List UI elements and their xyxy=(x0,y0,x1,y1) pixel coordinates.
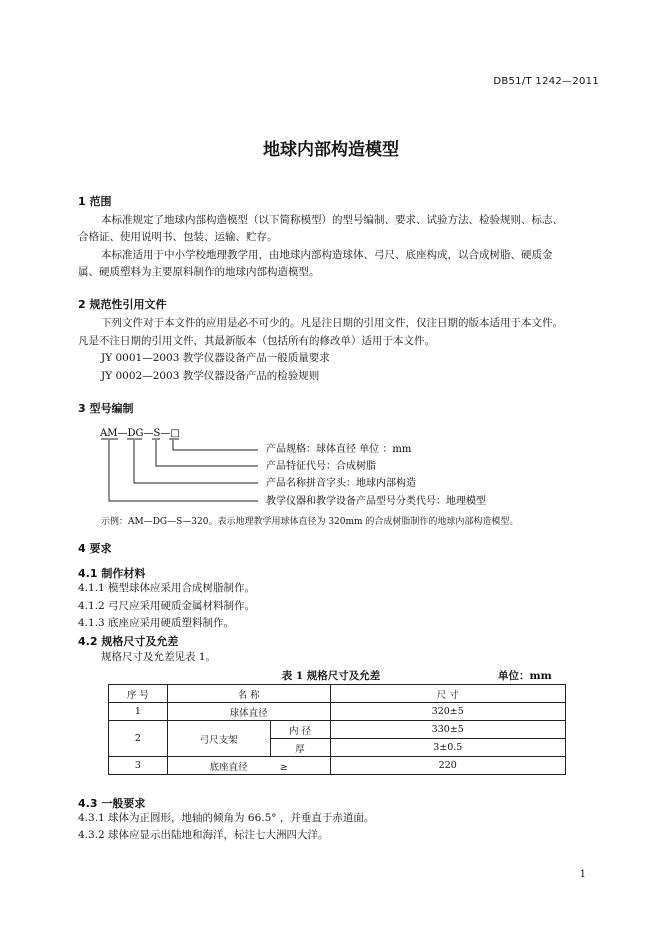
item-4-1-1: 4.1.1 模型球体应采用合成树脂制作。 xyxy=(78,582,256,594)
s1-paragraph-2-line-2: 属、硬质塑料为主要原料制作的地球内部构造模型。 xyxy=(78,266,320,278)
table-cell: 3±0.5 xyxy=(330,739,566,757)
diagram-label-category: 教学仪器和教学设备产品型号分类代号：地理模型 xyxy=(266,496,486,507)
item-4-1-2: 4.1.2 弓尺应采用硬质金属材料制作。 xyxy=(78,600,256,612)
table-cell: 2 xyxy=(109,721,168,757)
table-unit: 单位：mm xyxy=(498,670,552,682)
standard-number: DB51/T 1242—2011 xyxy=(493,76,599,87)
model-code-diagram xyxy=(100,423,540,513)
diagram-label-spec: 产品规格：球体直径 单位 ：mm xyxy=(266,444,412,455)
subsection-4-2-text: 规格尺寸及允差见表 1。 xyxy=(101,651,217,663)
table-cell: 厚 xyxy=(270,739,330,757)
greater-equal-symbol: ≥ xyxy=(279,761,288,773)
table-header-cell: 名 称 xyxy=(167,685,330,703)
table-cell: 1 xyxy=(109,703,168,721)
reference-item: JY 0002—2003 教学仪器设备产品的检验规则 xyxy=(101,370,320,382)
table-cell-text: 底座直径 xyxy=(209,761,248,773)
document-title: 地球内部构造模型 xyxy=(263,140,399,160)
reference-item: JY 0001—2003 教学仪器设备产品一般质量要求 xyxy=(101,352,330,364)
item-4-3-1: 4.3.1 球体为正圆形，地轴的倾角为 66.5° ，并垂直于赤道面。 xyxy=(78,812,375,824)
table-cell xyxy=(167,757,330,775)
page-number: 1 xyxy=(579,869,586,880)
table-row xyxy=(109,721,566,739)
section-3-heading: 3 型号编制 xyxy=(78,402,134,415)
model-example: 示例：AM—DG—S—320。表示地理教学用球体直径为 320mm 的合成树脂制作的地球内部构造模型。 xyxy=(101,517,519,527)
item-4-3-2: 4.3.2 球体应显示出陆地和海洋，标注七大洲四大洋。 xyxy=(78,829,329,841)
s2-paragraph-line-1: 下列文件对于本文件的应用是必不可少的。凡是注日期的引用文件，仅注日期的版本适用于本文件。 xyxy=(101,317,563,329)
table-header-cell: 序 号 xyxy=(109,685,168,703)
table-header-row xyxy=(109,685,566,703)
s1-paragraph-1-line-1: 本标准规定了地球内部构造模型（以下简称模型）的型号编制、要求、试验方法、检验规则、标志、 xyxy=(101,214,563,226)
table-cell: 内 径 xyxy=(270,721,330,739)
table-cell: 球体直径 xyxy=(167,703,330,721)
table-header-cell: 尺 寸 xyxy=(330,685,566,703)
table-cell: 3 xyxy=(109,757,168,775)
table-cell: 320±5 xyxy=(330,703,566,721)
s1-paragraph-1-line-2: 合格证、使用说明书、包装、运输、贮存。 xyxy=(78,231,278,243)
s1-paragraph-2-line-1: 本标准适用于中小学校地理教学用，由地球内部构造球体、弓尺、底座构成，以合成树脂、硬质金 xyxy=(101,249,553,261)
spec-table xyxy=(108,684,566,775)
diagram-label-name: 产品名称拼音字头：地球内部构造 xyxy=(266,478,416,489)
subsection-4-1-heading: 4.1 制作材料 xyxy=(78,567,146,580)
s2-paragraph-line-2: 凡是不注日期的引用文件，其最新版本（包括所有的修改单）适用于本文件。 xyxy=(78,335,435,347)
diagram-label-feature: 产品特征代号：合成树脂 xyxy=(266,461,376,472)
subsection-4-3-heading: 4.3 一般要求 xyxy=(78,797,146,810)
table-row xyxy=(109,757,566,775)
subsection-4-2-heading: 4.2 规格尺寸及允差 xyxy=(78,635,179,648)
model-code: AM—DG—S—□ xyxy=(100,428,180,439)
section-1-heading: 1 范围 xyxy=(78,195,112,208)
item-4-1-3: 4.1.3 底座应采用硬质塑料制作。 xyxy=(78,617,235,629)
section-4-heading: 4 要求 xyxy=(78,542,112,555)
table-row xyxy=(109,703,566,721)
table-cell: 弓尺支架 xyxy=(167,721,270,757)
table-caption: 表 1 规格尺寸及允差 xyxy=(281,670,381,682)
table-cell: 220 xyxy=(330,757,566,775)
table-cell: 330±5 xyxy=(330,721,566,739)
section-2-heading: 2 规范性引用文件 xyxy=(78,298,167,311)
